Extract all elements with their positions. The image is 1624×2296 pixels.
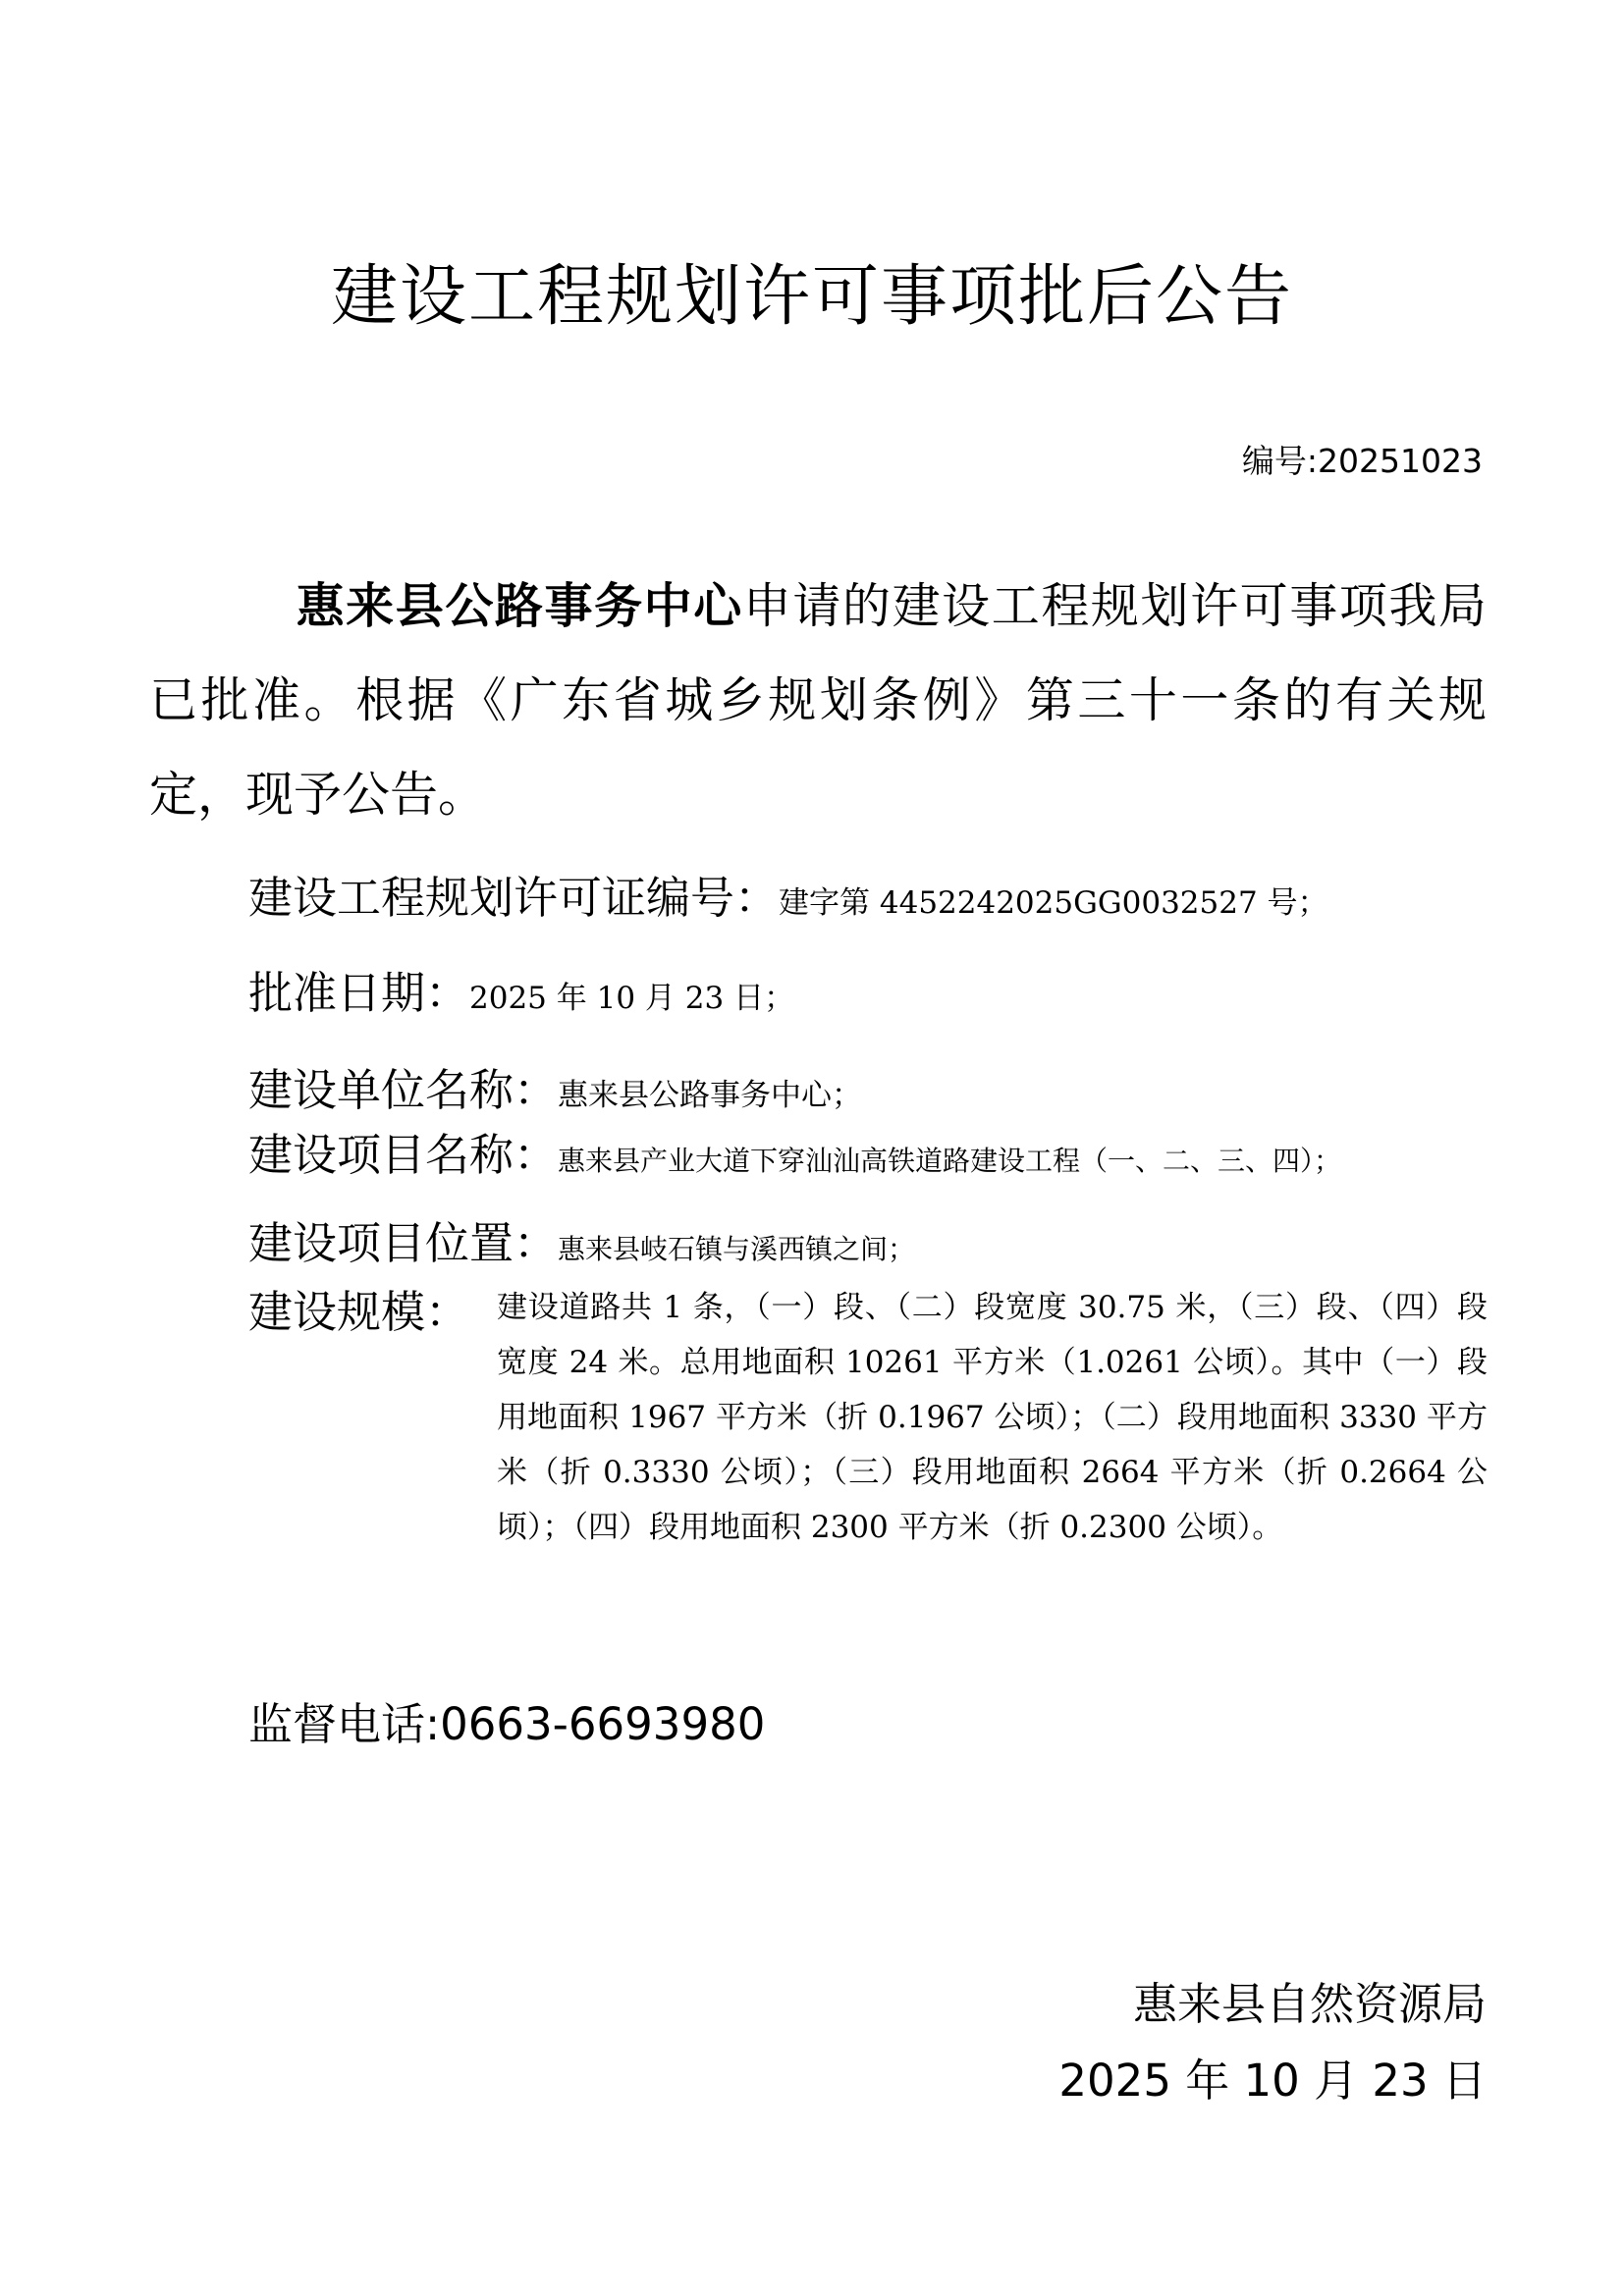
- unit-name-row: [248, 1054, 862, 1118]
- project-name-label: 建设项目名称：: [248, 1129, 559, 1181]
- issue-date: 2025 年 10 月 23 日: [1058, 2055, 1487, 2107]
- intro-text: 申请的建设工程规划许可事项我局已批准。根据《广东省城乡规划条例》第三十一条的有关规定，现予公告。: [149, 578, 1487, 823]
- intro-paragraph: [149, 560, 1487, 842]
- project-name-value: 惠来县产业大道下穿汕汕高铁道路建设工程（一、二、三、四）；: [558, 1145, 1342, 1177]
- supervision-phone: 监督电话:0663-6693980: [248, 1698, 766, 1750]
- project-name-row: [248, 1119, 1341, 1183]
- notice-title: 建设工程规划许可事项批后公告: [330, 258, 1293, 336]
- issuing-organization: 惠来县自然资源局: [1132, 1978, 1487, 2030]
- approval-date-value: 2025 年 10 月 23 日；: [469, 981, 795, 1016]
- permit-number-label: 建设工程规划许可证编号：: [248, 872, 780, 924]
- applicant-name: 惠来县公路事务中心: [295, 578, 743, 634]
- permit-number-value: 建字第 4452242025GG0032527 号；: [779, 885, 1328, 921]
- construction-scale-value: 建设道路共 1 条，（一）段、（二）段宽度 30.75 米，（三）段、（四）段宽度 24 米。总用地面积 10261 平方米（1.0261 公顷）。其中（一）段用地面积 1967 平方米（折 0.1967 公顷）；（二）段用地面积 3330 平方米（折 0.3330 公顷）；（三）段用地面积 2664 平方米（折 0.2664 公顷）；（四）段用地面积 2300 平方米（折 0.2300 公顷）。: [497, 1290, 1488, 1545]
- approval-date-row: [248, 957, 794, 1021]
- unit-name-value: 惠来县公路事务中心；: [558, 1078, 863, 1113]
- project-location-label: 建设项目位置：: [248, 1217, 559, 1269]
- construction-scale-label: 建设规模：: [248, 1286, 470, 1338]
- permit-number-row: [248, 862, 1328, 926]
- approval-date-label: 批准日期：: [248, 967, 470, 1019]
- project-location-row: [248, 1207, 915, 1271]
- project-location-value: 惠来县岐石镇与溪西镇之间；: [558, 1233, 916, 1265]
- unit-name-label: 建设单位名称：: [248, 1064, 559, 1116]
- document-number: 编号:20251023: [1241, 442, 1483, 480]
